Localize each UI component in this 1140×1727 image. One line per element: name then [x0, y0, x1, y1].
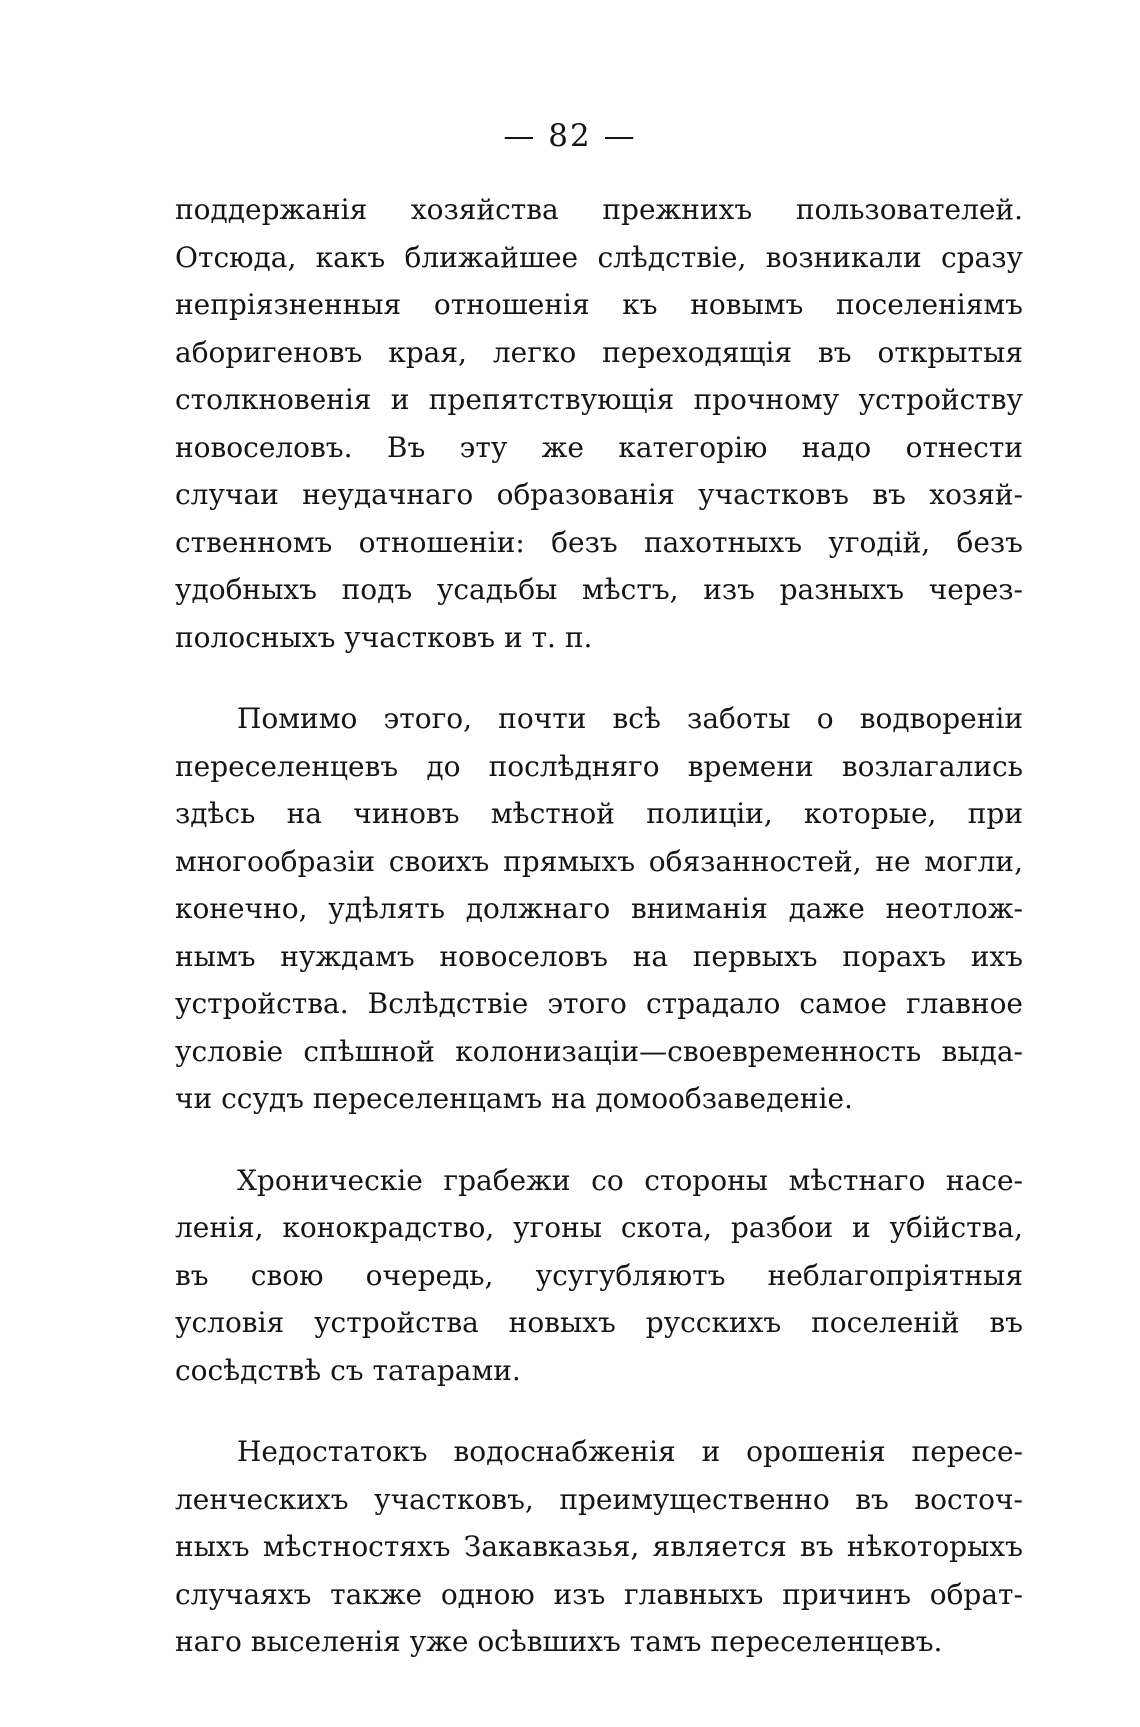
paragraph-gap	[175, 661, 1023, 695]
text-line: поддержанія хозяйства прежнихъ пользователей.	[175, 193, 1023, 226]
text-line: ленческихъ участковъ, преимущественно въ восточ-	[175, 1482, 1023, 1516]
text-line: сосѣдствѣ съ татарами.	[175, 1353, 521, 1387]
text-line: случаи неудачнаго образованія участковъ въ хозяй-	[175, 478, 1023, 511]
text-line: аборигеновъ края, легко переходящія въ открытыя	[175, 335, 1023, 369]
text-line: въ свою очередь, усугубляютъ неблагопріятныя	[175, 1258, 1023, 1292]
text-line: наго выселенія уже осѣвшихъ тамъ переселенцевъ.	[175, 1625, 943, 1658]
paragraph-3	[175, 1157, 1023, 1395]
paragraph-4	[175, 1428, 1023, 1666]
text-line: непріязненныя отношенія къ новымъ поселеніямъ	[175, 288, 1023, 321]
paragraph-gap	[175, 1394, 1023, 1428]
text-line: нымъ нуждамъ новоселовъ на первыхъ порахъ ихъ	[175, 939, 1023, 973]
text-line: устройства. Вслѣдствіе этого страдало самое главное	[175, 987, 1023, 1020]
text-line: ныхъ мѣстностяхъ Закавказья, является въ нѣкоторыхъ	[175, 1530, 1023, 1563]
text-line: Отсюда, какъ ближайшее слѣдствіе, возникали сразу	[175, 240, 1023, 274]
paragraph-1	[175, 186, 1023, 661]
text-line: ственномъ отношеніи: безъ пахотныхъ угодій, безъ	[175, 525, 1023, 559]
text-line: многообразіи своихъ прямыхъ обязанностей, не могли,	[175, 844, 1023, 878]
page-number: — 82 —	[503, 118, 637, 154]
text-line: удобныхъ подъ усадьбы мѣстъ, изъ разныхъ через-	[175, 573, 1023, 606]
text-line: ленія, конокрадство, угоны скота, разбои и убійства,	[175, 1211, 1023, 1244]
body-text	[175, 186, 1023, 1666]
text-line: здѣсь на чиновъ мѣстной полиціи, которые, при	[175, 797, 1023, 830]
paragraph-gap	[175, 1123, 1023, 1157]
text-line: переселенцевъ до послѣдняго времени возлагались	[175, 749, 1023, 783]
text-line: конечно, удѣлять должнаго вниманія даже неотлож-	[175, 892, 1023, 925]
text-line: условіе спѣшной колонизаціи—своевременность выда-	[175, 1034, 1023, 1068]
text-line: Помимо этого, почти всѣ заботы о водвореніи	[237, 702, 1023, 735]
text-line: чи ссудъ переселенцамъ на домообзаведеніе.	[175, 1082, 853, 1115]
paragraph-2	[175, 695, 1023, 1123]
text-line: Недостатокъ водоснабженія и орошенія пересе-	[237, 1435, 1023, 1468]
text-line: случаяхъ также одною изъ главныхъ причинъ обрат-	[175, 1577, 1023, 1611]
text-line: Хроническіе грабежи со стороны мѣстнаго насе-	[237, 1163, 1023, 1197]
text-line: полосныхъ участковъ и т. п.	[175, 620, 593, 654]
text-line: столкновенія и препятствующія прочному устройству	[175, 383, 1023, 416]
text-line: условія устройства новыхъ русскихъ поселеній въ	[175, 1306, 1023, 1339]
text-line: новоселовъ. Въ эту же категорію надо отнести	[175, 430, 1023, 464]
